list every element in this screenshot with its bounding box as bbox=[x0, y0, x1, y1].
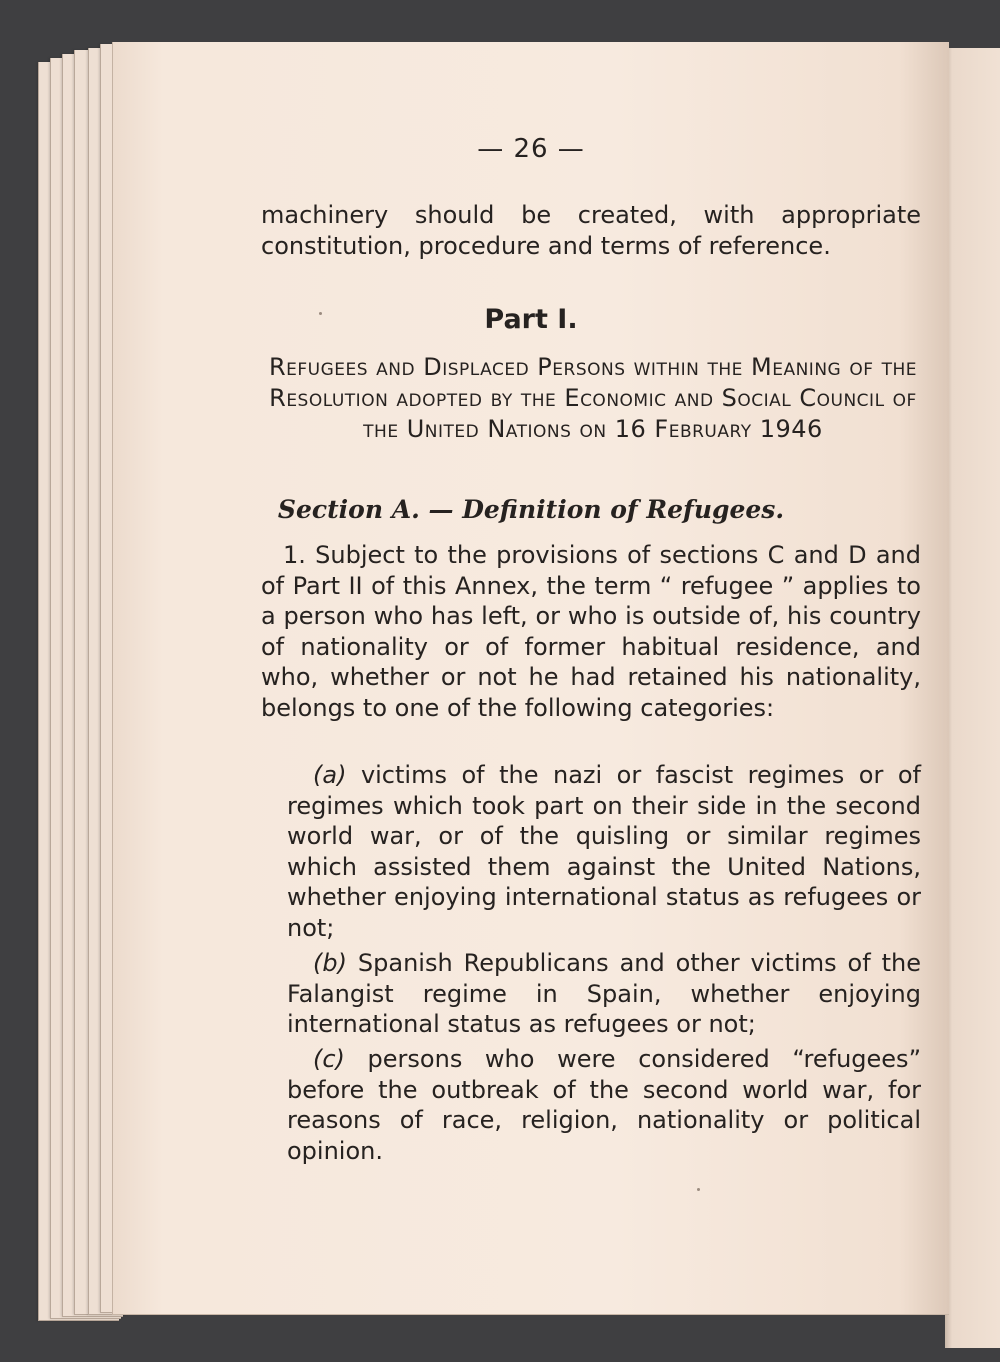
list-item-letter: (b) bbox=[313, 949, 347, 977]
list-item-letter: (a) bbox=[313, 761, 347, 789]
list-item-text: Spanish Republicans and other victims of the Falangist regime in Spain, whether enjoying international status as refugees or not; bbox=[287, 949, 921, 1038]
list-item-letter: (c) bbox=[313, 1045, 345, 1073]
paragraph-1: 1. Subject to the provisions of sections C and D and of Part II of this Annex, the term “ refugee ” applies to a person who has left, or who is outside of, his country of nationality or of former habitual residence, and who, whether or not he had retained his nationality, belongs to one of the following categories: bbox=[261, 541, 921, 722]
facing-page-edge bbox=[945, 48, 1000, 1348]
list-item-text: victims of the nazi or fascist regimes or of regimes which took part on their side in the second world war, or of the quisling or similar regimes which assisted them against the United Nations, whether enjoying international status as refugees or not; bbox=[287, 761, 921, 942]
list-item-b bbox=[287, 948, 921, 1040]
page-number: — 26 — bbox=[477, 134, 585, 164]
paper-speck bbox=[697, 1188, 700, 1191]
book-page bbox=[112, 42, 949, 1315]
list-item-a bbox=[287, 760, 921, 943]
list-item-c bbox=[287, 1044, 921, 1166]
paper-speck bbox=[319, 312, 322, 315]
continuation-paragraph: machinery should be created, with appropriate constitution, procedure and terms of reference. bbox=[261, 201, 921, 260]
list-item-text: persons who were considered “refugees” before the outbreak of the second world war, for reasons of race, religion, nationality or political opinion. bbox=[287, 1045, 921, 1165]
part-heading: Part I. bbox=[484, 304, 578, 335]
section-heading: Section A. — Definition of Refugees. bbox=[277, 495, 785, 524]
part-title: Refugees and Displaced Persons within the Meaning of the Resolution adopted by the Economic and Social Council of the United Nations on 16 February 1946 bbox=[268, 353, 918, 443]
